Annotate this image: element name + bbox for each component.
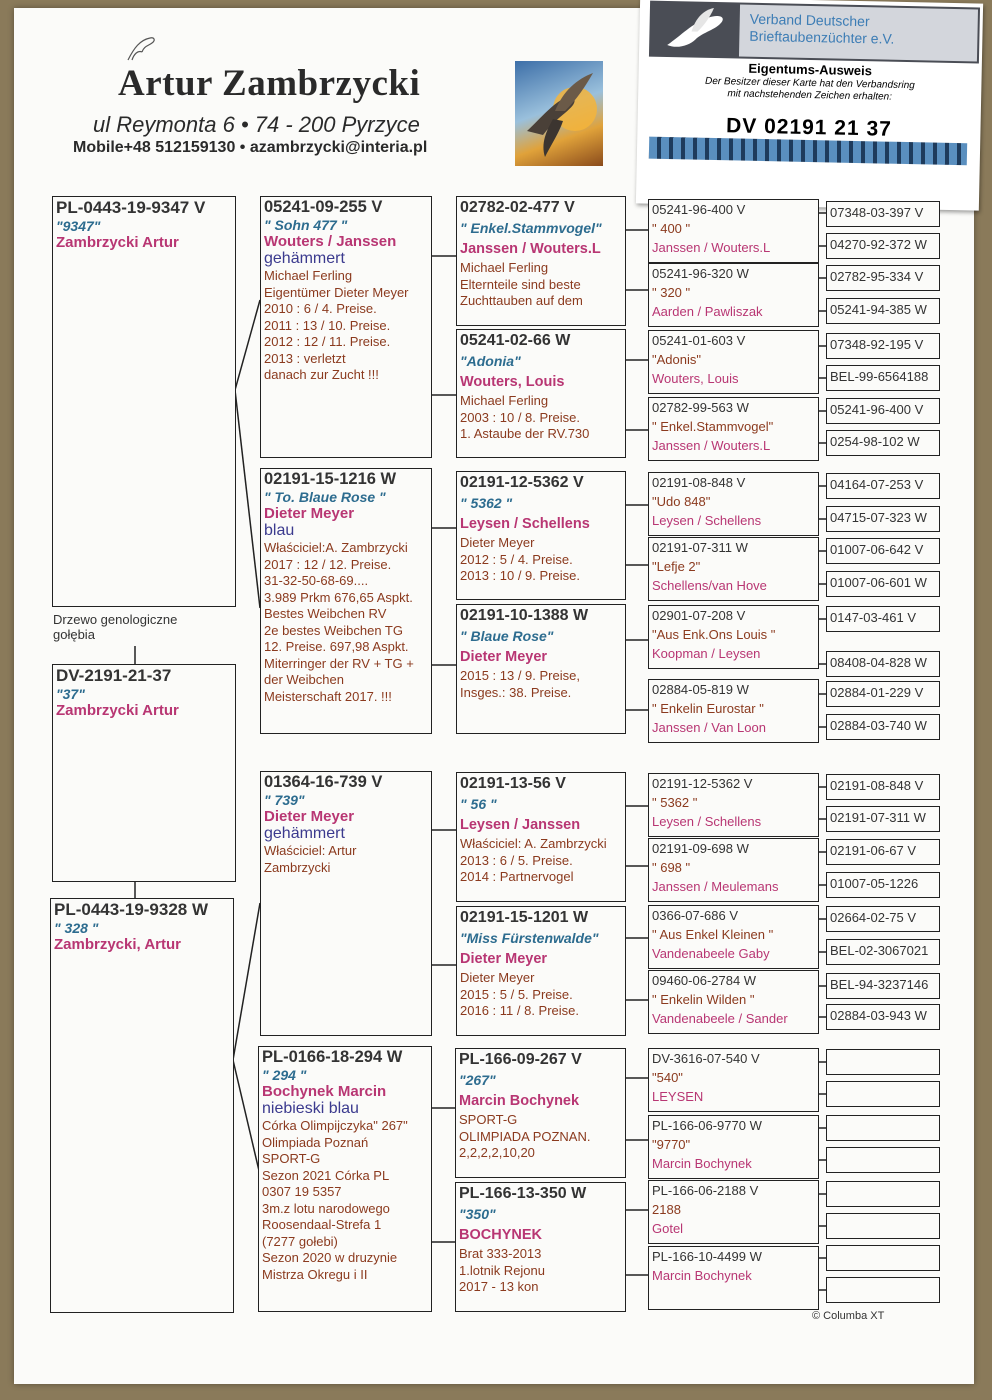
breeder: Aarden / Pawliszak xyxy=(652,304,763,319)
breeder: Zambrzycki, Artur xyxy=(54,936,181,953)
ring-number: 02191-12-5362 V xyxy=(652,776,753,791)
ancestor-gen5-box xyxy=(826,1245,940,1271)
ancestor-gen5-box xyxy=(826,973,940,999)
ring-number: 0254-98-102 W xyxy=(830,434,920,449)
pigeon-name: " Enkel.Stammvogel" xyxy=(652,419,774,434)
performance-notes: Właściciel: Artur Zambrzycki xyxy=(264,843,357,875)
breeder: Janssen / Wouters.L xyxy=(460,241,601,257)
breeder: Schellens/van Hove xyxy=(652,578,767,593)
breeder: Marcin Bochynek xyxy=(652,1268,752,1283)
ring-number: PL-166-10-4499 W xyxy=(652,1249,762,1264)
breeder: Marcin Bochynek xyxy=(459,1093,580,1109)
ring-number: 05241-96-400 V xyxy=(652,202,746,217)
ring-number: 01364-16-739 V xyxy=(264,773,383,791)
ring-number: PL-0443-19-9347 V xyxy=(56,198,206,217)
ring-number: 02884-05-819 W xyxy=(652,682,749,697)
ancestor-gen5-box xyxy=(826,233,940,259)
sire-box xyxy=(52,196,236,607)
ring-number: 02191-07-311 W xyxy=(830,810,926,825)
breeder: Dieter Meyer xyxy=(264,505,355,522)
breeder: Leysen / Schellens xyxy=(460,516,590,532)
breeder: Gotel xyxy=(652,1221,684,1236)
great-grandparent-box xyxy=(456,906,626,1036)
ancestor-gen4-box xyxy=(648,838,819,902)
dove-logo-icon xyxy=(661,5,732,54)
plumage-color: gehämmert xyxy=(264,250,345,267)
breeder: Janssen / Meulemans xyxy=(652,879,779,894)
pigeon-name: " 739" xyxy=(264,792,305,808)
ring-number: PL-0443-19-9328 W xyxy=(54,900,209,919)
ring-number: 02191-15-1216 W xyxy=(264,470,397,488)
pigeon-name: "9347" xyxy=(56,218,101,234)
breeder: Zambrzycki Artur xyxy=(56,234,179,251)
ring-number: 05241-96-320 W xyxy=(652,266,749,281)
breeder: Wouters, Louis xyxy=(460,374,565,390)
pigeon-name: " Enkelin Wilden " xyxy=(652,992,755,1007)
breeder: Vandenabeele Gaby xyxy=(652,946,770,961)
breeder: Wouters / Janssen xyxy=(264,233,397,250)
ring-number: 02901-07-208 V xyxy=(652,608,746,623)
ancestor-gen4-box xyxy=(648,679,819,743)
breeder: BOCHYNEK xyxy=(459,1227,542,1243)
performance-notes: Właściciel:A. Zambrzycki 2017 : 12 / 12. Preise. 31-32-50-68-69.... 3.989 Prkm 676,65 Aspkt. Bestes Weibchen RV 2e bestes Weibchen TG 12. Preise. 697,98 Aspkt. Miterringer der RV + TG + der Weibchen Meisterschaft 2017. !!! xyxy=(264,540,414,704)
ring-number: 02191-12-5362 V xyxy=(460,474,584,491)
pigeon-name: " 698 " xyxy=(652,860,691,875)
breeder: Janssen / Wouters.L xyxy=(652,240,771,255)
breeder-contact: Mobile+48 512159130 • azambrzycki@interia.pl xyxy=(73,139,428,156)
ring-number: BEL-02-3067021 xyxy=(830,943,929,958)
plumage-color: gehämmert xyxy=(264,825,345,842)
ring-number: 04715-07-323 W xyxy=(830,510,927,525)
breeder: Bochynek Marcin xyxy=(262,1083,387,1100)
performance-notes: Michael Ferling Elternteile sind beste Zuchttauben auf dem xyxy=(460,260,583,308)
ring-number: 02191-08-848 V xyxy=(652,475,746,490)
ownership-card xyxy=(636,0,983,211)
pigeon-name: "540" xyxy=(652,1070,683,1085)
ancestor-gen5-box xyxy=(826,606,940,632)
plumage-color: blau xyxy=(264,522,295,539)
ring-number: 04270-92-372 W xyxy=(830,237,927,252)
performance-notes: Michael Ferling Eigentümer Dieter Meyer 2010 : 6 / 4. Preise. 2011 : 13 / 10. Preise. 2012 : 12 / 11. Preise. 2013 : verletzt danach zur Zucht !!! xyxy=(264,268,409,382)
pigeon-name: " To. Blaue Rose " xyxy=(264,489,386,505)
breeder: Leysen / Schellens xyxy=(652,513,762,528)
ancestor-gen5-box xyxy=(826,333,940,359)
grandparent-box xyxy=(260,771,432,1036)
breeder: Janssen / Van Loon xyxy=(652,720,766,735)
pigeon-name: " Blaue Rose" xyxy=(460,628,554,644)
ancestor-gen5-box xyxy=(826,839,940,865)
ancestor-gen5-box xyxy=(826,939,940,965)
pigeon-name: "Adonia" xyxy=(460,353,521,369)
performance-notes: Dieter Meyer 2015 : 5 / 5. Preise. 2016 : 11 / 8. Preise. xyxy=(460,970,579,1018)
great-grandparent-box xyxy=(456,196,626,326)
ring-number: DV-2191-21-37 xyxy=(56,666,172,685)
ring-number: 02191-10-1388 W xyxy=(460,607,589,624)
pigeon-name: "Miss Fürstenwalde" xyxy=(460,930,599,946)
performance-notes: Brat 333-2013 1.lotnik Rejonu 2017 - 13 kon xyxy=(459,1246,545,1294)
ancestor-gen4-box xyxy=(648,472,819,536)
grandparent-box xyxy=(260,468,432,734)
ring-number: 01007-06-642 V xyxy=(830,542,924,557)
ring-number: 02884-03-943 W xyxy=(830,1008,927,1023)
ring-number: 02884-01-229 V xyxy=(830,685,924,700)
ring-number: 02191-13-56 V xyxy=(460,775,566,792)
ancestor-gen4-box xyxy=(648,263,819,327)
flying-pigeon-photo xyxy=(515,61,603,166)
ancestor-gen4-box xyxy=(648,1180,819,1244)
ancestor-gen4-box xyxy=(648,773,819,837)
pigeon-name: "350" xyxy=(459,1206,496,1222)
breeder: Wouters, Louis xyxy=(652,371,739,386)
ring-number: 07348-92-195 V xyxy=(830,337,924,352)
pigeon-name: " Enkel.Stammvogel" xyxy=(460,220,602,236)
software-credit: © Columba XT xyxy=(812,1310,885,1322)
performance-notes: Dieter Meyer 2012 : 5 / 4. Preise. 2013 : 10 / 9. Preise. xyxy=(460,535,580,583)
card-title: Eigentums-Ausweis xyxy=(748,60,873,79)
ancestor-gen5-box xyxy=(826,201,940,227)
ring-number: 02782-95-334 V xyxy=(830,269,924,284)
ring-number: 05241-02-66 W xyxy=(460,332,571,349)
pigeon-name: 2188 xyxy=(652,1202,681,1217)
ancestor-gen4-box xyxy=(648,199,819,263)
ring-number: 02782-02-477 V xyxy=(460,199,575,216)
ancestor-gen5-box xyxy=(826,298,940,324)
ring-number: 07348-03-397 V xyxy=(830,205,924,220)
signature-pigeon-icon xyxy=(126,34,158,64)
pigeon-name: "Adonis" xyxy=(652,352,701,367)
ancestor-gen5-box xyxy=(826,506,940,532)
ancestor-gen5-box xyxy=(826,681,940,707)
breeder: Janssen / Wouters.L xyxy=(652,438,771,453)
ring-number: 02191-09-698 W xyxy=(652,841,749,856)
ancestor-gen5-box xyxy=(826,1115,940,1141)
ring-number: 01007-06-601 W xyxy=(830,575,927,590)
pigeon-name: " Sohn 477 " xyxy=(264,217,348,233)
great-grandparent-box xyxy=(455,1048,626,1178)
pigeon-name: " 400 " xyxy=(652,221,691,236)
ring-number: 0366-07-686 V xyxy=(652,908,739,923)
card-ring-number: DV 02191 21 37 xyxy=(725,114,893,141)
performance-notes: SPORT-G OLIMPIADA POZNAN. 2,2,2,2,10,20 xyxy=(459,1112,591,1160)
pigeon-name: " Aus Enkel Kleinen " xyxy=(652,927,774,942)
ring-number: 0147-03-461 V xyxy=(830,610,917,625)
ring-number: 05241-96-400 V xyxy=(830,402,924,417)
ring-number: PL-166-06-2188 V xyxy=(652,1183,759,1198)
grandparent-box xyxy=(260,196,432,458)
ancestor-gen4-box xyxy=(648,397,819,461)
breeder: Zambrzycki Artur xyxy=(56,702,179,719)
ancestor-gen5-box xyxy=(826,571,940,597)
great-grandparent-box xyxy=(456,329,626,458)
ring-number: 02782-99-563 W xyxy=(652,400,749,415)
ancestor-gen5-box xyxy=(826,1147,940,1173)
ring-number: 01007-05-1226 xyxy=(830,876,919,891)
pigeon-name: "267" xyxy=(459,1072,496,1088)
ancestor-gen5-box xyxy=(826,1049,940,1075)
grandparent-box xyxy=(258,1046,432,1312)
breeder-name-title: Artur Zambrzycki xyxy=(118,63,421,104)
ring-number: BEL-94-3237146 xyxy=(830,977,929,992)
breeder: Marcin Bochynek xyxy=(652,1156,752,1171)
ring-number: 05241-94-385 W xyxy=(830,302,927,317)
ring-number: 02191-06-67 V xyxy=(830,843,917,858)
card-text: Der Besitzer dieser Karte hat den Verbandsring mit nachstehenden Zeichen erhalten: xyxy=(704,75,915,103)
performance-notes: Córka Olimpijczyka" 267" Olimpiada Poznań SPORT-G Sezon 2021 Córka PL 0307 19 5357 3m.z lotu narodowego Roosendaal-Strefa 1 (7277 gołebi) Sezon 2020 w druzynie Mistrza Okregu i II xyxy=(262,1118,408,1282)
breeder: Vandenabeele / Sander xyxy=(652,1011,788,1026)
pigeon-name: " 294 " xyxy=(262,1067,307,1083)
breeder: LEYSEN xyxy=(652,1089,704,1104)
ancestor-gen5-box xyxy=(826,714,940,740)
ring-number: PL-166-09-267 V xyxy=(459,1051,582,1068)
great-grandparent-box xyxy=(456,604,626,734)
ring-number: 02191-15-1201 W xyxy=(460,909,589,926)
ancestor-gen4-box xyxy=(648,905,819,969)
ring-number: 05241-09-255 V xyxy=(264,198,383,216)
breeder: Koopman / Leysen xyxy=(652,646,761,661)
card-organisation: Verband Deutscher Brieftaubenzüchter e.V. xyxy=(749,10,895,47)
ancestor-gen5-box xyxy=(826,872,940,898)
pigeon-name: "37" xyxy=(56,686,85,702)
ancestor-gen5-box xyxy=(826,365,940,391)
performance-notes: Michael Ferling 2003 : 10 / 8. Preise. 1. Astaube der RV.730 xyxy=(460,393,590,441)
ancestor-gen4-box xyxy=(648,1246,819,1310)
ancestor-gen5-box xyxy=(826,806,940,832)
performance-notes: Właściciel: A. Zambrzycki 2013 : 6 / 5. Preise. 2014 : Partnervogel xyxy=(460,836,607,884)
ancestor-gen4-box xyxy=(648,1115,819,1179)
breeder-address: ul Reymonta 6 • 74 - 200 Pyrzyce xyxy=(93,112,420,137)
ring-number: 09460-06-2784 W xyxy=(652,973,757,988)
ancestor-gen4-box xyxy=(648,605,819,669)
pigeon-name: " 56 " xyxy=(460,796,497,812)
ancestor-gen5-box xyxy=(826,651,940,677)
ring-number: 02884-03-740 W xyxy=(830,718,927,733)
pigeon-name: "Udo 848" xyxy=(652,494,711,509)
ancestor-gen4-box xyxy=(648,330,819,394)
performance-notes: 2015 : 13 / 9. Preise, Insges.: 38. Preise. xyxy=(460,668,580,700)
ancestor-gen5-box xyxy=(826,398,940,424)
ring-number: 02191-07-311 W xyxy=(652,540,748,555)
breeder: Dieter Meyer xyxy=(264,808,355,825)
pigeon-name: " Enkelin Eurostar " xyxy=(652,701,764,716)
ancestor-gen4-box xyxy=(648,970,819,1034)
pigeon-name: " 5362 " xyxy=(460,495,513,511)
ring-number: BEL-99-6564188 xyxy=(830,369,929,384)
ancestor-gen5-box xyxy=(826,774,940,800)
breeder: Dieter Meyer xyxy=(460,951,548,967)
ancestor-gen5-box xyxy=(826,906,940,932)
ring-number: 04164-07-253 V xyxy=(830,477,924,492)
ring-number: PL-0166-18-294 W xyxy=(262,1048,403,1066)
ring-number: 05241-01-603 V xyxy=(652,333,746,348)
ring-number: DV-3616-07-540 V xyxy=(652,1051,760,1066)
dam-box xyxy=(50,898,234,1313)
ancestor-gen5-box xyxy=(826,1213,940,1239)
ancestor-gen4-box xyxy=(648,537,819,601)
ancestor-gen5-box xyxy=(826,265,940,291)
pigeon-name: " 328 " xyxy=(54,920,99,936)
ancestor-gen5-box xyxy=(826,430,940,456)
ancestor-gen5-box xyxy=(826,1181,940,1207)
ring-number: 08408-04-828 W xyxy=(830,655,927,670)
ancestor-gen5-box xyxy=(826,1081,940,1107)
ring-number: PL-166-13-350 W xyxy=(459,1185,587,1202)
great-grandparent-box xyxy=(456,772,626,902)
pigeon-name: "Lefje 2" xyxy=(652,559,701,574)
pigeon-name: "Aus Enk.Ons Louis " xyxy=(652,627,776,642)
plumage-color: niebieski blau xyxy=(262,1100,359,1117)
subject-box xyxy=(52,664,236,882)
great-grandparent-box xyxy=(455,1182,626,1312)
great-grandparent-box xyxy=(456,471,626,600)
ancestor-gen4-box xyxy=(648,1048,819,1112)
breeder: Dieter Meyer xyxy=(460,649,548,665)
breeder: Leysen / Schellens xyxy=(652,814,762,829)
pigeon-name: " 320 " xyxy=(652,285,691,300)
ring-number: 02191-08-848 V xyxy=(830,778,924,793)
breeder: Leysen / Janssen xyxy=(460,817,581,833)
ancestor-gen5-box xyxy=(826,538,940,564)
ancestor-gen5-box xyxy=(826,1277,940,1303)
ancestor-gen5-box xyxy=(826,1004,940,1030)
ring-number: 02664-02-75 V xyxy=(830,910,917,925)
pigeon-name: " 5362 " xyxy=(652,795,698,810)
tree-label: Drzewo genologiczne gołębia xyxy=(53,612,178,642)
ancestor-gen5-box xyxy=(826,473,940,499)
ring-number: PL-166-06-9770 W xyxy=(652,1118,762,1133)
pigeon-name: "9770" xyxy=(652,1137,691,1152)
